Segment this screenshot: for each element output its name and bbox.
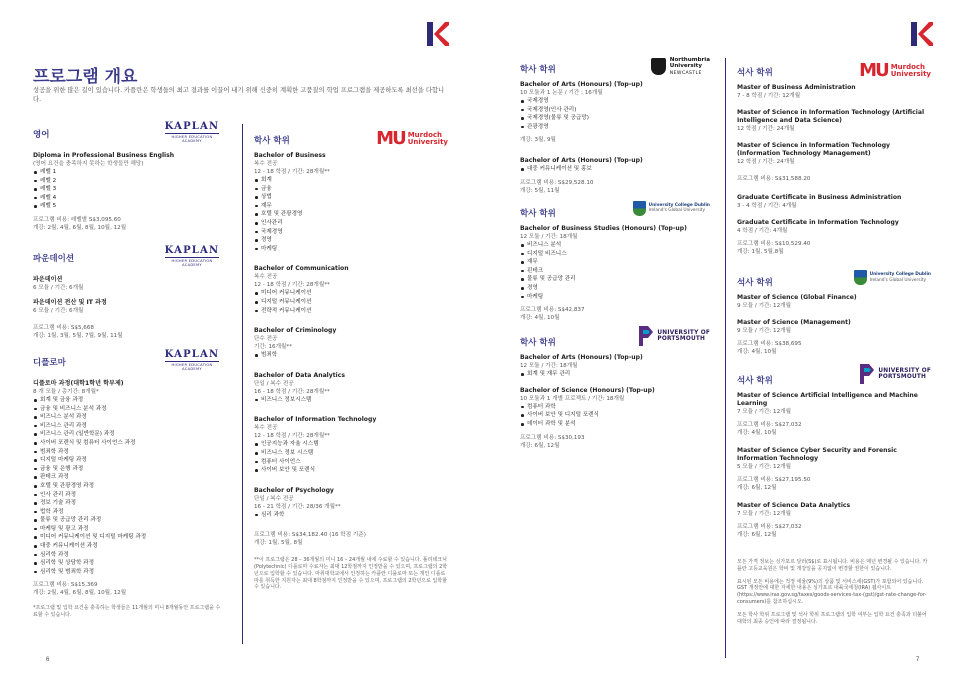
program-intake: 개강: 4월, 10월 [737, 430, 777, 436]
list-item: 인사관리 [254, 219, 448, 228]
program-duration: 12 - 18 학점 / 기간: 28개월** [254, 282, 330, 289]
page-number-left: 6 [46, 657, 50, 663]
program-duration: 16 - 18 학점 / 기간: 28개월** [254, 388, 330, 395]
list-item: 비즈니스 관리 (일반학문) 과정 [33, 430, 223, 439]
list-item: 마케팅 [520, 293, 710, 302]
column-divider [242, 124, 243, 644]
northumbria-header [520, 55, 710, 81]
portsmouth-master-program-list [737, 392, 931, 539]
program-intake: 개강: 6월, 12월 [737, 532, 777, 538]
list-item: 심리학 및 범죄학 과정 [33, 568, 223, 577]
list-item: 법학 과정 [33, 508, 223, 517]
kaplan-k-logo-icon [911, 22, 933, 46]
murdoch-bachelor-program-list [254, 152, 448, 519]
northumbria-program-1-duration: 10 모듈과 1 논문 / 기간 : 16개월 [520, 90, 603, 96]
list-item: 레벨 3 [33, 185, 223, 194]
program-block [254, 327, 448, 360]
program-block [254, 152, 448, 253]
foundation-section-header [33, 246, 223, 270]
murdoch-master-program-1-duration: 7 - 8 학점 / 기간: 12개월 [737, 93, 801, 99]
english-title: 영어 [33, 130, 50, 140]
list-item: 데이터 과학 및 분석 [520, 420, 710, 429]
portsmouth-master-header [737, 364, 931, 392]
list-item: 정보 기술 과정 [33, 499, 223, 508]
list-item: 국제경영 [520, 97, 710, 106]
ucd-shield-icon [633, 201, 646, 216]
program-name: Bachelor of Communication [254, 265, 349, 273]
list-item: 비즈니스 관리 과정 [33, 422, 223, 431]
program-duration: 기간: 16개월** [254, 344, 292, 351]
ucd-logo: University College Dublin Ireland's Global University [854, 270, 931, 285]
list-item: 경영 [254, 236, 448, 245]
list-item: 심리 과학 [254, 511, 448, 520]
ucd-master-intake: 개강: 4월, 10월 [737, 349, 777, 355]
northumbria-program-2-intake: 개강: 5월, 11월 [520, 187, 560, 194]
murdoch-bachelor-cost: 프로그램 비용: S$34,182.40 (16 학점 기준) [254, 532, 366, 539]
ucd-master-title: 석사 학위 [737, 278, 773, 288]
program-duration: 16 - 21 학점 / 기간: 28/36 개월** [254, 503, 341, 510]
murdoch-cert-cost: 프로그램 비용: S$10,529.40 [737, 241, 811, 247]
murdoch-bachelor-header [254, 126, 448, 152]
list-item: 심리학 및 상담학 과정 [33, 559, 223, 568]
page-number-right: 7 [916, 657, 920, 663]
list-item: 미디어 커뮤니케이션 및 디지털 마케팅 과정 [33, 533, 223, 542]
diploma-title: 디플로마 [33, 357, 66, 368]
english-level-list [33, 168, 223, 211]
ucd-bachelor-title: 학사 학위 [520, 208, 556, 219]
ucd-master-program-1-name: Master of Science (Global Finance) [737, 294, 857, 301]
list-item: 금융 [254, 185, 448, 194]
list-item: 범죄학 [254, 351, 448, 360]
ucd-bachelor-program-name: Bachelor of Business Studies (Honours) (Top-up) [520, 224, 687, 232]
murdoch-bachelor-title: 학사 학위 [254, 136, 290, 146]
list-item: 디지털 마케팅 과정 [33, 456, 223, 465]
program-name: Master of Science Cyber Security and Forensic Information Technology [737, 447, 897, 462]
list-item: 회계 및 금융 과정 [33, 396, 223, 405]
portsmouth-bachelor-program-1-name: Bachelor of Arts (Honours) (Top-up) [520, 354, 643, 362]
program-major-type: 복수 전공 [254, 161, 278, 167]
portsmouth-mark-icon [639, 326, 653, 346]
ucd-bachelor-cost: 프로그램 비용: S$42,837 [520, 307, 585, 314]
program-name: Bachelor of Data Analytics [254, 371, 345, 379]
footnote-paragraph: 모든 가격 정보는 싱가포르 달러(S$)로 표시됩니다. 비용은 매년 변경될 수 있습니다. 카플란 고등교육원은 학비 및 개강일을 공지없이 변경할 권한이 있습니다. [737, 559, 928, 572]
foundation-cost: 프로그램 비용: S$5,668 [33, 324, 94, 331]
portsmouth-bachelor-cost: 프로그램 비용: S$30,193 [520, 434, 585, 441]
ucd-bachelor-header [520, 199, 710, 225]
list-item: 비즈니스 분석 과정 [33, 413, 223, 422]
program-cost: 프로그램 비용: S$27,195.50 [737, 477, 811, 483]
murdoch-master-cost: 프로그램 비용: S$31,588.20 [737, 176, 811, 182]
list-item: 미디어 커뮤니케이션 [254, 289, 448, 298]
foundation-it-program-duration: 6 모듈 / 기간: 6개월 [33, 307, 84, 314]
footnote-paragraph: 모든 학사 학위 프로그램 및 석사 학위 프로그램의 입학 여부는 입학 요건 충족과 더불어 대학의 최종 승인에 따라 결정됩니다. [737, 611, 927, 625]
list-item: 회계 [254, 176, 448, 185]
ucd-bachelor-duration: 12 모듈 / 기간: 18개월 [520, 233, 578, 240]
program-major-type: 단수 전공 [254, 336, 278, 343]
list-item: 전략적 커뮤니케이션 [254, 307, 448, 316]
list-item: 판테크 과정 [33, 473, 223, 482]
list-item: 핀테크 [520, 267, 710, 276]
murdoch-cert-program-2-name: Graduate Certificate in Information Technology [737, 219, 899, 226]
english-section-header [33, 122, 223, 146]
program-major-list [254, 511, 448, 520]
program-name: Bachelor of Business [254, 152, 326, 159]
northumbria-program-1-intake: 개강: 3월, 9월 [520, 137, 556, 144]
northumbria-program-1-name: Bachelor of Arts (Honours) (Top-up) [520, 81, 643, 88]
list-item: 비즈니스 정보시스템 [254, 396, 448, 405]
list-item: 컴퓨터 과학 [520, 403, 710, 412]
program-block [254, 372, 448, 405]
list-item: 마케팅 [254, 245, 448, 254]
master-column [737, 58, 931, 631]
program-name: Master of Science Data Analytics [737, 502, 851, 509]
foundation-program-duration: 6 모듈 / 기간: 6개월 [33, 284, 84, 291]
murdoch-master-program-3-name: Master of Science in Information Technology (Information Technology Management) [737, 142, 891, 157]
list-item: 사이버 포렌식 및 컴퓨터 사이언스 과정 [33, 439, 223, 448]
portsmouth-bachelor-program-1-duration: 12 모듈 / 기간: 18개월 [520, 363, 578, 370]
bachelor-partners-column [520, 55, 710, 450]
portsmouth-master-title: 석사 학위 [737, 376, 773, 386]
kaplan-column [33, 122, 223, 619]
murdoch-logo: MU Murdoch University [859, 60, 931, 81]
program-major-list [254, 396, 448, 405]
murdoch-master-header [737, 58, 931, 84]
list-item: 대중 커뮤니케이션 과정 [33, 542, 223, 551]
program-block [737, 447, 931, 492]
portsmouth-bachelor-header [520, 326, 710, 354]
list-item: 비즈니스 분석 [520, 241, 710, 250]
list-item: 상법 [254, 193, 448, 202]
kaplan-logo: KAPLAN HIGHER EDUCATION ACADEMY [164, 348, 220, 372]
program-block [254, 265, 448, 315]
column-divider [725, 58, 726, 658]
northumbria-title: 학사 학위 [520, 65, 556, 75]
portsmouth-bachelor-intake: 개강: 6월, 12월 [520, 442, 560, 449]
program-major-list [254, 176, 448, 253]
list-item: 비즈니스 정보 시스템 [254, 449, 448, 458]
murdoch-cert-program-2-duration: 4 학점 / 기간: 4개월 [737, 228, 788, 234]
ucd-logo: University College Dublin Ireland's Global University [633, 201, 710, 216]
ucd-master-program-1-duration: 9 모듈 / 기간: 12개월 [737, 303, 791, 309]
list-item: 호텔 및 관광경영 [254, 210, 448, 219]
list-item: 재무 [520, 258, 710, 267]
list-item: 회계 및 재무 관리 [520, 370, 710, 379]
diploma-cost: 프로그램 비용: S$15,369 [33, 582, 98, 589]
list-item: 경영 [520, 284, 710, 293]
list-item: 디지털 커뮤니케이션 [254, 298, 448, 307]
portsmouth-logo: UNIVERSITY OF PORTSMOUTH [860, 364, 931, 384]
program-block [254, 416, 448, 474]
list-item: 디지털 비즈니스 [520, 250, 710, 259]
diploma-section-header [33, 350, 223, 374]
murdoch-master-program-1-name: Master of Business Administration [737, 84, 856, 91]
list-item: 사이버 보안 및 포렌식 [254, 466, 448, 475]
intro-text: 성공을 위한 많은 길이 있습니다. 카플란은 학생들의 최고 결과를 이끌어 내기 위해 신중히 계획한 고품질의 학업 프로그램을 제공하도록 최선을 다합니다. [33, 87, 445, 103]
foundation-program-name: 파운데이션 [33, 275, 63, 283]
northumbria-crest-icon [651, 58, 666, 75]
list-item: 물류 및 공급망 관리 과정 [33, 516, 223, 525]
list-item: 컴퓨터 사이언스 [254, 458, 448, 467]
murdoch-bachelor-intake: 개강: 1월, 5월, 8월 [254, 540, 303, 547]
list-item: 레벨 1 [33, 168, 223, 177]
list-item: 마케팅 및 광고 과정 [33, 525, 223, 534]
program-name: Master of Science Artificial Intelligence and Machine Learning [737, 392, 918, 407]
northumbria-program-2-list [520, 165, 710, 174]
program-major-type: 복수 전공 [254, 274, 278, 281]
portsmouth-bachelor-program-2-duration: 10 모듈과 1 개별 프로젝트 / 기간: 18개월 [520, 395, 625, 402]
english-cost: 프로그램 비용: 레벨별 S$3,095.60 [33, 216, 121, 223]
murdoch-master-title: 석사 학위 [737, 68, 773, 78]
portsmouth-logo: UNIVERSITY OF PORTSMOUTH [639, 326, 710, 346]
list-item: 관광경영 [520, 123, 710, 132]
list-item: 범죄학 과정 [33, 448, 223, 457]
program-duration: 5 모듈 / 기간: 12개월 [737, 464, 791, 470]
program-block [254, 487, 448, 520]
murdoch-master-program-2-name: Master of Science in Information Technology (Artificial Intelligence and Data Science) [737, 109, 925, 124]
list-item: 국제경영(인사 관리) [520, 106, 710, 115]
list-item: 대중 커뮤니케이션 및 홍보 [520, 165, 710, 174]
program-major-list [254, 351, 448, 360]
kaplan-logo: KAPLAN HIGHER EDUCATION ACADEMY [164, 121, 220, 144]
program-major-type: 단일 / 복수 전공 [254, 380, 294, 387]
list-item: 심리학 과정 [33, 551, 223, 560]
program-major-list [254, 289, 448, 315]
program-duration: 7 모듈 / 기간: 12개월 [737, 511, 791, 517]
kaplan-k-logo-icon [427, 22, 449, 46]
murdoch-master-program-2-duration: 12 학점 / 기간: 24개월 [737, 126, 795, 132]
kaplan-logo: KAPLAN HIGHER EDUCATION ACADEMY [164, 244, 220, 268]
northumbria-program-2-name: Bachelor of Arts (Honours) (Top-up) [520, 157, 643, 165]
ucd-bachelor-intake: 개강: 4월, 10월 [520, 315, 560, 322]
program-major-type: 단일 / 복수 전공 [254, 495, 294, 502]
ucd-shield-icon [854, 270, 867, 285]
murdoch-bachelor-footnote: **이 프로그램은 28 – 36개월의 미니 16 – 24개월 내에 수료할 수 있습니다. 폴리테크닉(Polytechnic) 디플로마 수료자는 최대 12학점까지 인정받을 수 있으며, 프로그램의 2학년으로 입학할 수 있습니다. 마취대학교에서 인정하는 카플란 디플로마 또는 개인 디플로마를 취득한 지원자는 최대 8학점까지 인정받을 수 있으며, 프로그램의 2학년으로 입학할 수 있습니다. [254, 557, 448, 591]
right-page [483, 0, 966, 683]
program-name: Bachelor of Criminology [254, 327, 337, 335]
portsmouth-bachelor-title: 학사 학위 [520, 338, 556, 349]
program-block [737, 502, 931, 539]
list-item: 물류 및 공급망 관리 [520, 275, 710, 284]
northumbria-logo: Northumbria University NEWCASTLE [651, 57, 710, 77]
list-item: 인사 관리 과정 [33, 491, 223, 500]
portsmouth-bachelor-program-1-list [520, 370, 710, 379]
diploma-intake: 개강: 2월, 4월, 6월, 8월, 10월, 12월 [33, 590, 127, 597]
program-major-list [254, 440, 448, 474]
ucd-master-header [737, 268, 931, 294]
program-duration: 12 - 18 학점 / 기간: 28개월** [254, 433, 330, 440]
ucd-bachelor-list [520, 241, 710, 301]
program-major-type: 복수 전공 [254, 425, 278, 432]
list-item: 레벨 5 [33, 202, 223, 211]
ucd-master-cost: 프로그램 비용: S$38,695 [737, 341, 802, 347]
portsmouth-bachelor-program-2-name: Bachelor of Science (Honours) (Top-up) [520, 386, 655, 394]
portsmouth-bachelor-program-2-list [520, 403, 710, 429]
murdoch-cert-program-1-name: Graduate Certificate in Business Administration [737, 194, 902, 201]
murdoch-master-program-3-duration: 12 학점 / 기간: 24개월 [737, 159, 795, 165]
northumbria-program-2-cost: 프로그램 비용: S$29,528.10 [520, 179, 594, 186]
murdoch-cert-intake: 개강: 1월, 5월,8월 [737, 249, 784, 255]
footnote-paragraph: 표시된 모든 비용에는 적정 세율(9%)의 상품 및 서비스세(GST)가 포함되어 있습니다. GST 개정안에 대한 자세한 내용은 싱가포르 내륙국세청(IRA) 웹사이트 (https://www.iras.gov.sg/taxes/goods-services-tax-(gst)/gst-rate-change-for-consumers)를 참조하십시오. [737, 578, 927, 605]
program-intake: 개강: 6월, 12월 [737, 485, 777, 491]
list-item: 레벨 4 [33, 194, 223, 203]
program-duration: 7 모듈 / 기간: 12개월 [737, 409, 791, 415]
english-intake: 개강: 2월, 4월, 6월, 8월, 10월, 12월 [33, 224, 127, 231]
english-program-note: (영어 요건을 충족하지 못하는 학생들만 해당) [33, 161, 144, 167]
murdoch-bachelor-column [254, 126, 448, 591]
program-name: Bachelor of Psychology [254, 486, 334, 494]
list-item: 국제경영 [254, 228, 448, 237]
program-duration: 12 - 18 학점 / 기간: 28개월** [254, 169, 330, 175]
list-item: 인공지능과 자율 시스템 [254, 440, 448, 449]
portsmouth-mark-icon [860, 364, 874, 384]
list-item: 사이버 보안 및 디지털 포렌식 [520, 411, 710, 420]
program-cost: 프로그램 비용: S$27,032 [737, 422, 802, 428]
list-item: 국제경영(물류 및 공급망) [520, 114, 710, 123]
ucd-master-program-2-name: Master of Science (Management) [737, 319, 851, 326]
murdoch-cert-program-1-duration: 3 - 4 학점 / 기간: 4개월 [737, 203, 797, 209]
list-item: 금융 및 비즈니스 분석 과정 [33, 405, 223, 414]
list-item: 재무 [254, 202, 448, 211]
list-item: 레벨 2 [33, 177, 223, 186]
program-cost: 프로그램 비용: S$27,032 [737, 524, 802, 530]
murdoch-logo: MU Murdoch University [376, 128, 448, 149]
page-title: 프로그램 개요 [33, 67, 138, 87]
foundation-it-program-name: 파운데이션 전산 및 IT 과정 [33, 298, 107, 306]
english-program-name: Diploma in Professional Business English [33, 152, 175, 159]
right-footnotes [737, 559, 931, 625]
northumbria-program-1-list [520, 97, 710, 131]
foundation-title: 파운데이션 [33, 253, 75, 264]
diploma-program-name: 디플로마 과정(대학1학년 학부제) [33, 379, 124, 387]
diploma-footnote: *프로그램 및 입학 요건을 충족하는 학생들은 11개월의 미니 8개월동안 프로그램을 수료할 수 있습니다. [33, 605, 221, 619]
ucd-master-program-2-duration: 9 모듈 / 기간: 12개월 [737, 328, 791, 334]
program-name: Bachelor of Information Technology [254, 416, 377, 424]
diploma-course-list [33, 396, 223, 576]
list-item: 금융 및 은행 과정 [33, 465, 223, 474]
program-block [737, 392, 931, 437]
diploma-program-duration: 8 개 모듈 / 총기간: 8개월* [33, 388, 99, 395]
list-item: 호텔 및 관광경영 과정 [33, 482, 223, 491]
foundation-intake: 개강: 1월, 3월, 5월, 7월, 9월, 11월 [33, 332, 123, 339]
